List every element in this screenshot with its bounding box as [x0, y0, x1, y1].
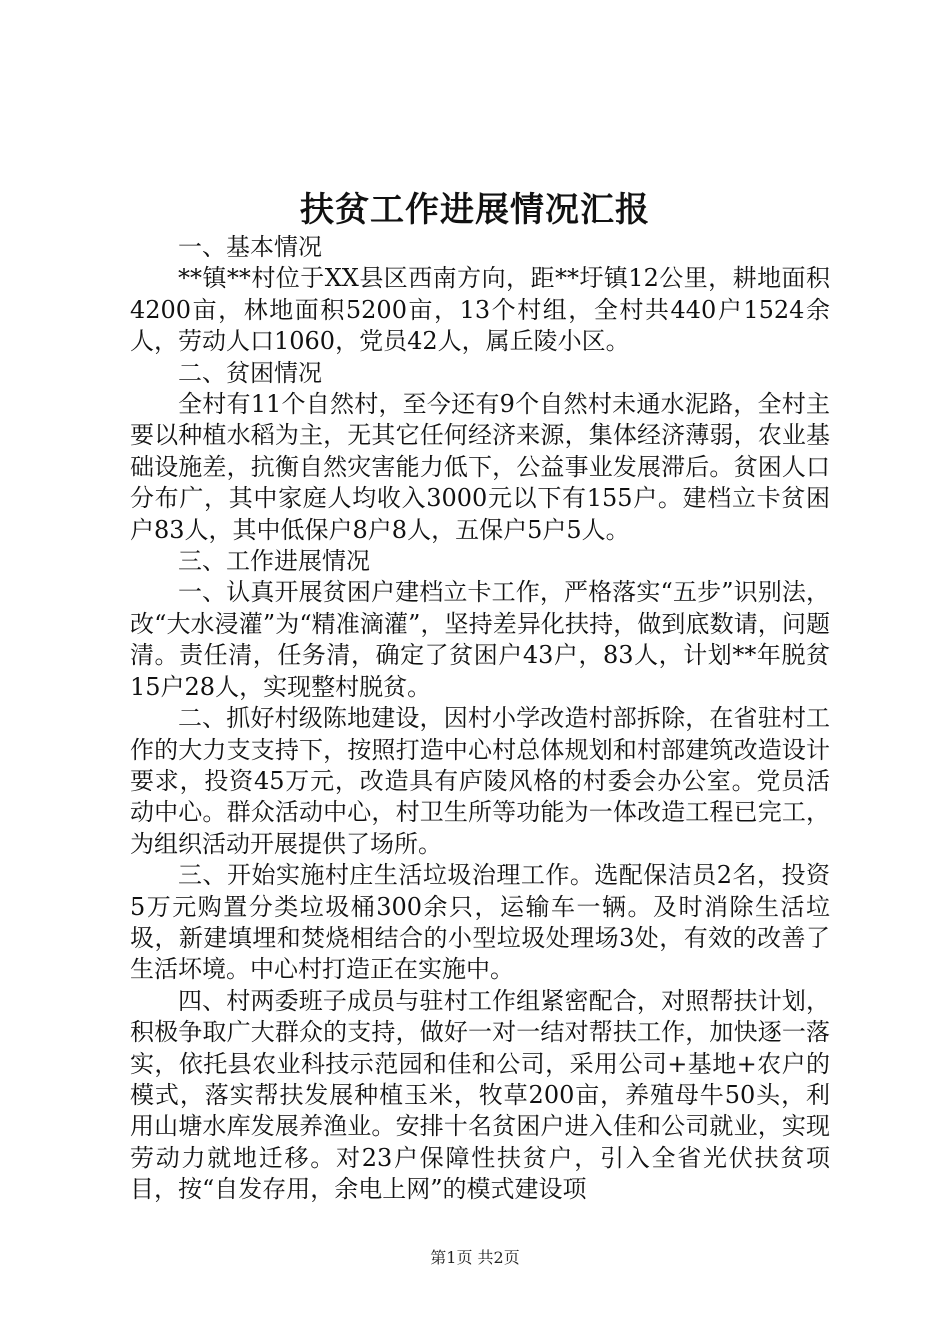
- paragraph-poverty-info: 全村有11个自然村，至今还有9个自然村未通水泥路，全村主要以种植水稻为主，无其它任何经济来源，集体经济薄弱，农业基础设施差，抗衡自然灾害能力低下，公益事业发展滞后。贫困人口分布广，其中家庭人均收入3000元以下有155户。建档立卡贫困户83人，其中低保户8户8人，五保户5户5人。: [130, 390, 830, 544]
- paragraph-progress-4: 四、村两委班子成员与驻村工作组紧密配合，对照帮扶计划，积极争取广大群众的支持，做好一对一结对帮扶工作，加快逐一落实，依托县农业科技示范园和佳和公司，采用公司+基地+农户的模式，落实帮扶发展种植玉米，牧草200亩，养殖母牛50头，利用山塘水库发展养渔业。安排十名贫困户进入佳和公司就业，实现劳动力就地迁移。对23户保障性扶贫户，引入全省光伏扶贫项目，按“自发存用，余电上网”的模式建设项: [130, 986, 830, 1204]
- paragraph-basic-info: **镇**村位于XX县区西南方向，距**圩镇12公里，耕地面积4200亩，林地面积5200亩，13个村组，全村共440户1524余人，劳动人口1060，党员42人，属丘陵小区。: [130, 264, 830, 356]
- document-body: [130, 232, 830, 1206]
- section-heading-progress: 三、工作进展情况: [178, 547, 370, 576]
- paragraph-progress-2: 二、抓好村级陈地建设，因村小学改造村部拆除，在省驻村工作的大力支支持下，按照打造中心村总体规划和村部建筑改造设计要求，投资45万元，改造具有庐陵风格的村委会办公室。党员活动中心。群众活动中心，村卫生所等功能为一体改造工程已完工，为组织活动开展提供了场所。: [130, 704, 830, 858]
- page-footer: 第1页 共2页: [430, 1248, 520, 1267]
- section-heading-poverty: 二、贫困情况: [178, 358, 322, 387]
- paragraph-progress-3: 三、开始实施村庄生活垃圾治理工作。选配保洁员2名，投资5万元购置分类垃圾桶300余只，运输车一辆。及时消除生活垃圾，新建填埋和焚烧相结合的小型垃圾处理场3处，有效的改善了生活坏境。中心村打造正在实施中。: [130, 861, 830, 984]
- paragraph-progress-1: 一、认真开展贫困户建档立卡工作，严格落实“五步”识别法，改“大水浸灌”为“精准滴灌”，坚持差异化扶持，做到底数请，问题清。责任清，任务清，确定了贫困户43户，83人，计划**年脱贫15户28人，实现整村脱贫。: [130, 578, 830, 701]
- section-heading-basic: 一、基本情况: [178, 233, 322, 261]
- document-title: 扶贫工作进展情况汇报: [300, 190, 650, 230]
